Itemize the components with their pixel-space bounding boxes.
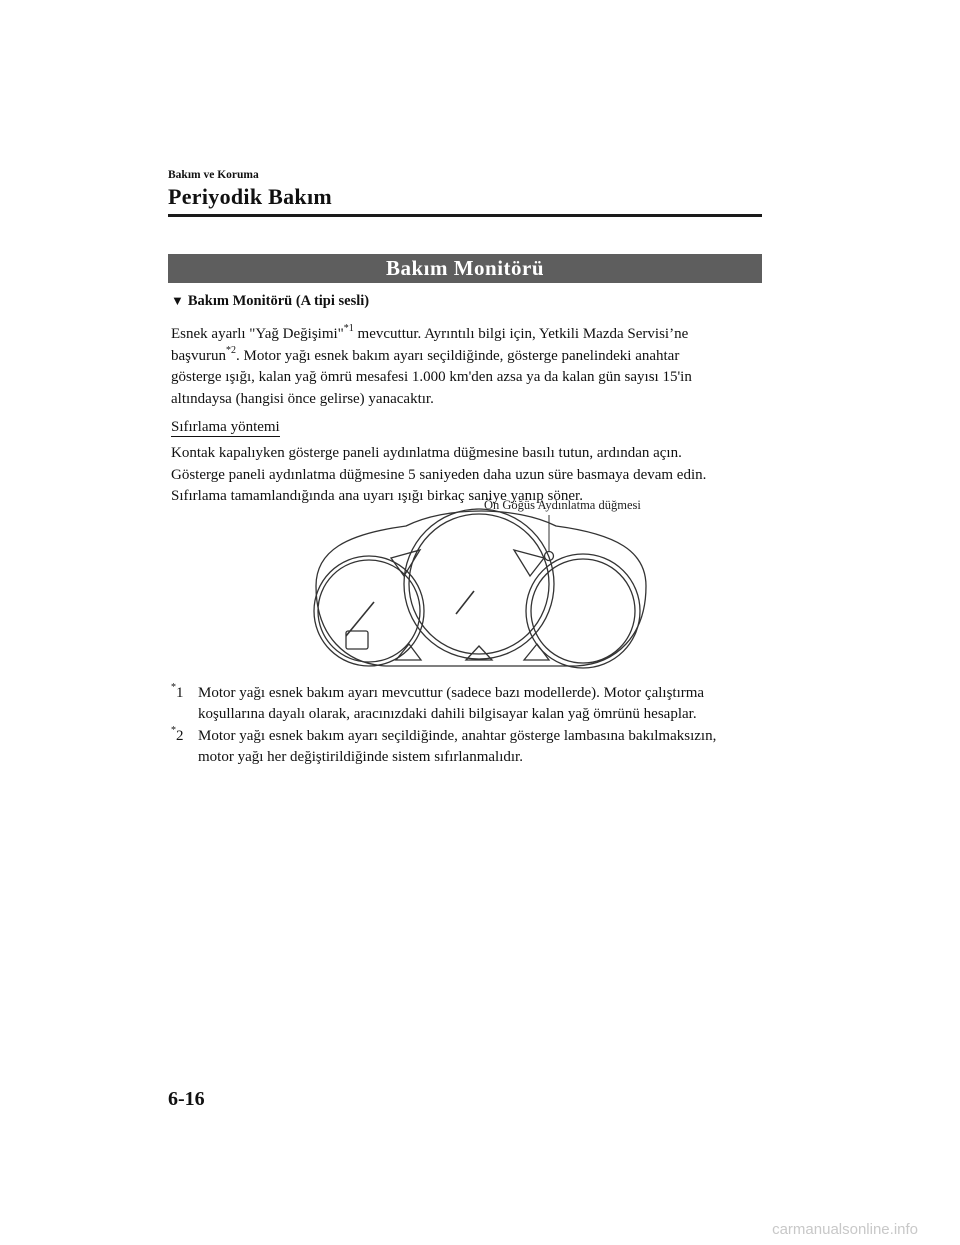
page-number: 6-16 bbox=[168, 1088, 205, 1110]
footnote-1-marker bbox=[171, 683, 184, 704]
section-banner: Bakım Monitörü bbox=[168, 254, 762, 283]
cluster-housing bbox=[316, 511, 646, 666]
triangle-down-icon: ▼ bbox=[171, 293, 184, 308]
footnote-1-line-1: Motor yağı esnek bakım ayarı mevcuttur (sadece bazı modellerde). Motor çalıştırma bbox=[198, 685, 705, 701]
intro-line-4: altındaysa (hangisi önce gelirse) yanacaktır. bbox=[171, 390, 434, 407]
intro-line-3: gösterge ışığı, kalan yağ ömrü mesafesi 1.000 km'den azsa ya da kalan gün sayısı 15'in bbox=[171, 369, 692, 385]
footnote-star: * bbox=[171, 725, 176, 736]
intro-line-2 bbox=[171, 346, 761, 368]
right-top-triangle bbox=[514, 550, 544, 576]
intro-text: Esnek ayarlı "Yağ Değişimi" bbox=[171, 326, 344, 342]
intro-line-1 bbox=[171, 324, 761, 346]
left-gauge-rim bbox=[314, 556, 424, 666]
footnote-1 bbox=[171, 683, 766, 725]
footnote-2-marker bbox=[171, 726, 184, 747]
center-gauge-needle bbox=[456, 591, 474, 614]
footnote-2-line-2: motor yağı her değiştirildiğinde sistem sıfırlanmalıdır. bbox=[198, 749, 523, 765]
section-label: Bakım ve Koruma bbox=[168, 169, 259, 181]
watermark: carmanualsonline.info bbox=[772, 1221, 918, 1238]
footnote-number: 2 bbox=[176, 728, 184, 744]
footnote-ref-2[interactable]: *2 bbox=[226, 344, 236, 356]
footnote-star: * bbox=[171, 682, 176, 693]
footnote-2 bbox=[171, 726, 766, 768]
footnote-1-line-2: koşullarına dayalı olarak, aracınızdaki dahili bilgisayar kalan yağ ömrünü hesaplar. bbox=[198, 706, 697, 722]
header-rule bbox=[168, 214, 762, 217]
intro-text: mevcuttur. Ayrıntılı bilgi için, Yetkili Mazda Servisi’ne bbox=[353, 326, 689, 342]
intro-text: . Motor yağı esnek bakım ayarı seçildiğinde, gösterge panelindeki anahtar bbox=[236, 347, 680, 364]
instrument-cluster-diagram bbox=[296, 496, 666, 676]
footnote-2-line-1: Motor yağı esnek bakım ayarı seçildiğinde, anahtar gösterge lambasına bakılmaksızın, bbox=[198, 728, 717, 744]
intro-text: başvurun bbox=[171, 347, 226, 364]
dash-button-callout: Ön Göğüs Aydınlatma düğmesi bbox=[484, 498, 641, 512]
intro-paragraph bbox=[171, 324, 761, 410]
subsection-title: Bakım Monitörü (A tipi sesli) bbox=[187, 293, 370, 309]
subsection-heading bbox=[171, 293, 369, 310]
reset-line-1: Kontak kapalıyken gösterge paneli aydınlatma düğmesine basılı tutun, ardından açın. bbox=[171, 445, 682, 461]
footnote-number: 1 bbox=[176, 685, 184, 701]
chapter-title: Periyodik Bakım bbox=[168, 184, 333, 209]
display-window bbox=[346, 631, 368, 649]
footnote-ref-1[interactable]: *1 bbox=[343, 323, 354, 334]
reset-line-2: Gösterge paneli aydınlatma düğmesine 5 saniyeden daha uzun süre basmaya devam edin. bbox=[171, 466, 707, 483]
reset-line-3: Sıfırlama tamamlandığında ana uyarı ışığı birkaç saniye yanıp söner. bbox=[171, 488, 583, 504]
reset-method-link[interactable]: Sıfırlama yöntemi bbox=[171, 419, 280, 435]
